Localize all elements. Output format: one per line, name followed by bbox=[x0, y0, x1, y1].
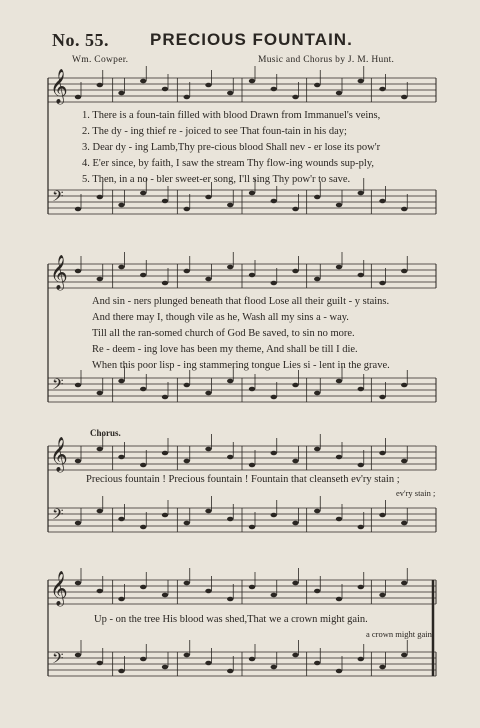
note-head bbox=[336, 669, 342, 674]
note-head bbox=[379, 593, 385, 598]
note-head bbox=[184, 459, 190, 464]
note-head bbox=[97, 195, 103, 200]
bass-clef-icon: 𝄢 bbox=[52, 506, 64, 527]
note-head bbox=[75, 521, 81, 526]
note-head bbox=[379, 87, 385, 92]
note-head bbox=[401, 207, 407, 212]
bass-clef-icon: 𝄢 bbox=[52, 650, 64, 671]
note-head bbox=[271, 451, 277, 456]
note-head bbox=[379, 199, 385, 204]
verse2-line-4: Re - deem - ing love has been my theme, And shall be till I die. bbox=[92, 344, 358, 355]
note-head bbox=[184, 269, 190, 274]
note-head bbox=[336, 379, 342, 384]
note-head bbox=[97, 83, 103, 88]
note-head bbox=[401, 459, 407, 464]
note-head bbox=[184, 581, 190, 586]
note-head bbox=[249, 525, 255, 530]
chorus-line-1: Precious fountain ! Precious fountain ! Fountain that cleanseth ev'ry stain ; bbox=[86, 474, 400, 485]
note-head bbox=[75, 95, 81, 100]
note-head bbox=[336, 203, 342, 208]
note-head bbox=[162, 281, 168, 286]
treble-clef-icon: 𝄞 bbox=[50, 571, 68, 606]
note-head bbox=[292, 95, 298, 100]
note-head bbox=[249, 463, 255, 468]
note-head bbox=[118, 517, 124, 522]
verse2-line-2: And there may I, though vile as he, Wash all my sins a - way. bbox=[92, 312, 349, 323]
verse-line-4: 4. E'er since, by faith, I saw the stream Thy flow-ing wounds sup-ply, bbox=[82, 158, 375, 169]
note-head bbox=[140, 657, 146, 662]
note-head bbox=[227, 203, 233, 208]
note-head bbox=[292, 521, 298, 526]
note-head bbox=[271, 199, 277, 204]
note-head bbox=[271, 593, 277, 598]
chorus-echo-1: ev'ry stain ; bbox=[396, 488, 436, 498]
note-head bbox=[184, 521, 190, 526]
note-head bbox=[140, 463, 146, 468]
note-head bbox=[205, 83, 211, 88]
note-head bbox=[227, 669, 233, 674]
treble-clef-icon: 𝄞 bbox=[50, 255, 68, 290]
note-head bbox=[314, 589, 320, 594]
note-head bbox=[97, 447, 103, 452]
note-head bbox=[379, 513, 385, 518]
verse-line-3: 3. Dear dy - ing Lamb,Thy pre-cious blood Shall nev - er lose its pow'r bbox=[82, 142, 381, 153]
note-head bbox=[401, 653, 407, 658]
note-head bbox=[314, 195, 320, 200]
note-head bbox=[379, 451, 385, 456]
note-head bbox=[140, 387, 146, 392]
note-head bbox=[140, 79, 146, 84]
verse-line-1: 1. There is a foun-tain filled with blood Drawn from Immanuel's veins, bbox=[82, 110, 381, 121]
note-head bbox=[379, 665, 385, 670]
note-head bbox=[140, 585, 146, 590]
note-head bbox=[336, 517, 342, 522]
note-head bbox=[271, 87, 277, 92]
note-head bbox=[292, 653, 298, 658]
note-head bbox=[401, 581, 407, 586]
note-head bbox=[358, 387, 364, 392]
note-head bbox=[140, 525, 146, 530]
note-head bbox=[314, 661, 320, 666]
note-head bbox=[358, 585, 364, 590]
note-head bbox=[162, 665, 168, 670]
note-head bbox=[227, 91, 233, 96]
note-head bbox=[336, 91, 342, 96]
note-head bbox=[205, 661, 211, 666]
note-head bbox=[271, 395, 277, 400]
note-head bbox=[401, 269, 407, 274]
note-head bbox=[314, 277, 320, 282]
note-head bbox=[358, 657, 364, 662]
note-head bbox=[162, 87, 168, 92]
note-head bbox=[184, 95, 190, 100]
note-head bbox=[162, 199, 168, 204]
note-head bbox=[379, 281, 385, 286]
note-head bbox=[118, 669, 124, 674]
note-head bbox=[271, 665, 277, 670]
author-credit: Wm. Cowper. bbox=[72, 55, 129, 65]
note-head bbox=[162, 513, 168, 518]
note-head bbox=[336, 455, 342, 460]
note-head bbox=[162, 451, 168, 456]
note-head bbox=[75, 459, 81, 464]
note-head bbox=[336, 597, 342, 602]
note-head bbox=[292, 459, 298, 464]
verse-line-2: 2. The dy - ing thief re - joiced to see That foun-tain in his day; bbox=[82, 126, 347, 137]
note-head bbox=[205, 589, 211, 594]
verse2-line-3: Till all the ran-somed church of God Be saved, to sin no more. bbox=[92, 328, 355, 339]
note-head bbox=[336, 265, 342, 270]
hymn-title: PRECIOUS FOUNTAIN. bbox=[150, 30, 353, 49]
note-head bbox=[205, 195, 211, 200]
note-head bbox=[358, 463, 364, 468]
note-head bbox=[249, 79, 255, 84]
note-head bbox=[75, 207, 81, 212]
note-head bbox=[118, 455, 124, 460]
bass-clef-icon: 𝄢 bbox=[52, 188, 64, 209]
note-head bbox=[314, 447, 320, 452]
note-head bbox=[97, 391, 103, 396]
note-head bbox=[249, 585, 255, 590]
chorus-label: Chorus. bbox=[90, 428, 121, 438]
note-head bbox=[249, 657, 255, 662]
note-head bbox=[162, 593, 168, 598]
note-head bbox=[249, 191, 255, 196]
note-head bbox=[97, 509, 103, 514]
note-head bbox=[314, 83, 320, 88]
note-head bbox=[249, 273, 255, 278]
note-head bbox=[271, 281, 277, 286]
note-head bbox=[401, 383, 407, 388]
note-head bbox=[358, 191, 364, 196]
note-head bbox=[205, 277, 211, 282]
bass-clef-icon: 𝄢 bbox=[52, 376, 64, 397]
note-head bbox=[292, 207, 298, 212]
note-head bbox=[205, 509, 211, 514]
note-head bbox=[358, 79, 364, 84]
note-head bbox=[292, 383, 298, 388]
verse-line-5: 5. Then, in a no - bler sweet-er song, I'll sing Thy pow'r to save. bbox=[82, 174, 351, 185]
note-head bbox=[75, 383, 81, 388]
note-head bbox=[227, 379, 233, 384]
treble-clef-icon: 𝄞 bbox=[50, 69, 68, 104]
note-head bbox=[358, 525, 364, 530]
note-head bbox=[205, 391, 211, 396]
note-head bbox=[227, 597, 233, 602]
note-head bbox=[75, 581, 81, 586]
note-head bbox=[401, 95, 407, 100]
note-head bbox=[140, 191, 146, 196]
note-head bbox=[401, 521, 407, 526]
chorus-echo-2: a crown might gain. bbox=[366, 629, 434, 639]
verse2-line-1: And sin - ners plunged beneath that flood Lose all their guilt - y stains. bbox=[92, 296, 390, 307]
note-head bbox=[97, 277, 103, 282]
note-head bbox=[314, 509, 320, 514]
note-head bbox=[162, 395, 168, 400]
note-head bbox=[314, 391, 320, 396]
note-head bbox=[271, 513, 277, 518]
note-head bbox=[249, 387, 255, 392]
composer-credit: Music and Chorus by J. M. Hunt. bbox=[258, 55, 395, 65]
note-head bbox=[292, 581, 298, 586]
note-head bbox=[75, 269, 81, 274]
note-head bbox=[97, 589, 103, 594]
note-head bbox=[118, 265, 124, 270]
hymn-number: No. 55. bbox=[52, 30, 109, 50]
chorus-line-2: Up - on the tree His blood was shed,That we a crown might gain. bbox=[94, 614, 368, 625]
note-head bbox=[227, 455, 233, 460]
note-head bbox=[227, 517, 233, 522]
note-head bbox=[184, 207, 190, 212]
note-head bbox=[118, 597, 124, 602]
note-head bbox=[75, 653, 81, 658]
treble-clef-icon: 𝄞 bbox=[50, 437, 68, 472]
note-head bbox=[97, 661, 103, 666]
note-head bbox=[118, 379, 124, 384]
verse2-line-5: When this poor lisp - ing stammering tongue Lies si - lent in the grave. bbox=[92, 360, 390, 371]
note-head bbox=[358, 273, 364, 278]
note-head bbox=[118, 203, 124, 208]
note-head bbox=[292, 269, 298, 274]
note-head bbox=[118, 91, 124, 96]
note-head bbox=[184, 383, 190, 388]
note-head bbox=[227, 265, 233, 270]
note-head bbox=[140, 273, 146, 278]
note-head bbox=[184, 653, 190, 658]
note-head bbox=[205, 447, 211, 452]
note-head bbox=[379, 395, 385, 400]
